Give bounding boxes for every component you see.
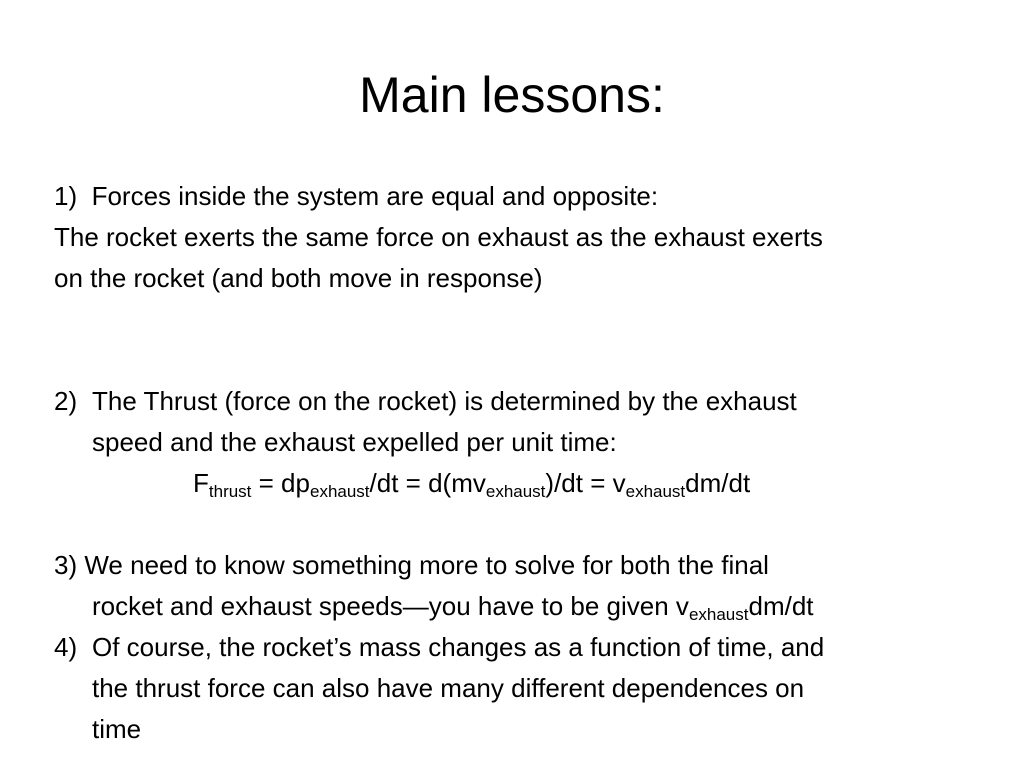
formula-f: F (193, 468, 209, 498)
slide-title: Main lessons: (359, 67, 665, 123)
formula-part-1: = dp (251, 468, 310, 498)
formula-f-sub: thrust (208, 482, 252, 501)
lesson-2-text (54, 381, 984, 504)
lesson-4 (54, 627, 984, 750)
lesson-3-line-2-text: rocket and exhaust speeds—you have to be given v (92, 591, 689, 621)
lesson-3-line-1 (54, 545, 984, 586)
lesson-2-line-1: The Thrust (force on the rocket) is determined by the exhaust (92, 386, 797, 416)
lesson-3-line-2 (54, 586, 984, 627)
lesson-4-number: 4) (54, 632, 78, 662)
lesson-4-line-3: time (92, 714, 142, 744)
lesson-2 (54, 381, 984, 504)
lesson-1-number: 1) (54, 181, 78, 211)
lesson-1-line-3: on the rocket (and both move in response) (54, 263, 543, 293)
lesson-3-line-2-end: dm/dt (748, 591, 814, 621)
lesson-1-line-2: The rocket exerts the same force on exhaust as the exhaust exerts (54, 222, 823, 252)
lesson-2-line-2: speed and the exhaust expelled per unit time: (92, 427, 617, 457)
formula-v-sub: exhaust (485, 482, 546, 501)
lesson-1 (54, 176, 984, 299)
formula-p-sub: exhaust (309, 482, 370, 501)
lesson-4-line-2: the thrust force can also have many different dependences on (92, 673, 805, 703)
formula-v2-sub: exhaust (625, 482, 686, 501)
lesson-3-line-1-text: We need to know something more to solve for both the final (84, 550, 769, 580)
lesson-1-heading-text: Forces inside the system are equal and opposite: (91, 181, 659, 211)
lesson-1-heading (54, 176, 984, 217)
lesson-4-line-1: Of course, the rocket’s mass changes as a function of time, and (92, 632, 825, 662)
formula-part-4: dm/dt (685, 468, 751, 498)
lesson-2-number: 2) (54, 386, 78, 416)
lessons-3-4 (54, 545, 984, 750)
formula-part-2: /dt = d(mv (369, 468, 486, 498)
thrust-formula (92, 463, 984, 504)
lesson-3-sub: exhaust (688, 605, 749, 624)
lesson-3-number: 3) (54, 550, 78, 580)
formula-part-3: )/dt = v (545, 468, 626, 498)
